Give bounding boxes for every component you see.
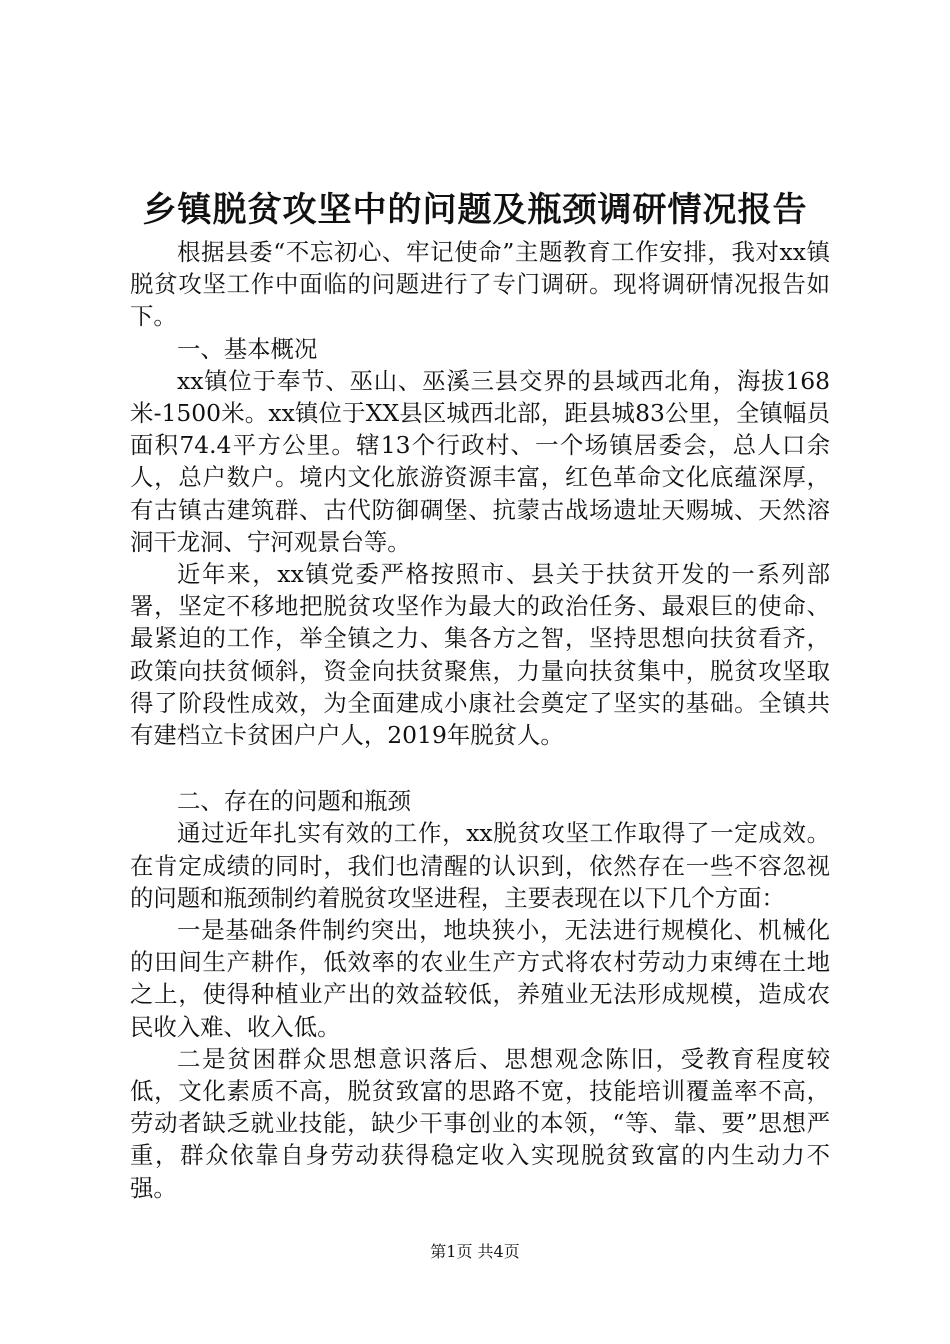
blank-line xyxy=(130,751,830,785)
document-body xyxy=(130,236,830,1204)
section-heading-problems: 二、存在的问题和瓶颈 xyxy=(177,787,411,816)
page-number-footer: 第1页 共4页 xyxy=(430,1242,520,1261)
paragraph-problem-two: 二是贫困群众思想意识落后、思想观念陈旧，受教育程度较低，文化素质不高，脱贫致富的思路不宽，技能培训覆盖率不高，劳动者缺乏就业技能，缺少干事创业的本领，“等、靠、要”思想严重，群众依靠自身劳动获得稳定收入实现脱贫致富的内生动力不强。 xyxy=(130,1044,830,1202)
paragraph-intro: 根据县委“不忘初心、牢记使命”主题教育工作安排，我对xx镇脱贫攻坚工作中面临的问题进行了专门调研。现将调研情况报告如下。 xyxy=(130,238,830,331)
paragraph-progress: 近年来，xx镇党委严格按照市、县关于扶贫开发的一系列部署，坚定不移地把脱贫攻坚作为最大的政治任务、最艰巨的使命、最紧迫的工作，举全镇之力、集各方之智，坚持思想向扶贫看齐，政策向扶贫倾斜，资金向扶贫聚焦，力量向扶贫集中，脱贫攻坚取得了阶段性成效，为全面建成小康社会奠定了坚实的基础。全镇共有建档立卡贫困户户人，2019年脱贫人。 xyxy=(130,560,830,750)
section-heading-overview: 一、基本概况 xyxy=(177,334,318,363)
paragraph-location: xx镇位于奉节、巫山、巫溪三县交界的县域西北角，海拔168米-1500米。xx镇位于XX县区城西北部，距县城83公里，全镇幅员面积74.4平方公里。辖13个行政村、一个场镇居委会，总人口余人，总户数户。境内文化旅游资源丰富，红色革命文化底蕴深厚，有古镇古建筑群、古代防御碉堡、抗蒙古战场遗址天赐城、天然溶洞干龙洞、宁河观景台等。 xyxy=(130,366,830,556)
paragraph-problems-intro: 通过近年扎实有效的工作，xx脱贫攻坚工作取得了一定成效。在肯定成绩的同时，我们也清醒的认识到，依然存在一些不容忽视的问题和瓶颈制约着脱贫攻坚进程，主要表现在以下几个方面： xyxy=(130,819,830,912)
paragraph-problem-one: 一是基础条件制约突出，地块狭小，无法进行规模化、机械化的田间生产耕作，低效率的农业生产方式将农村劳动力束缚在土地之上，使得种植业产出的效益较低，养殖业无法形成规模，造成农民收入难、收入低。 xyxy=(130,916,830,1041)
document-title: 乡镇脱贫攻坚中的问题及瓶颈调研情况报告 xyxy=(142,190,808,230)
